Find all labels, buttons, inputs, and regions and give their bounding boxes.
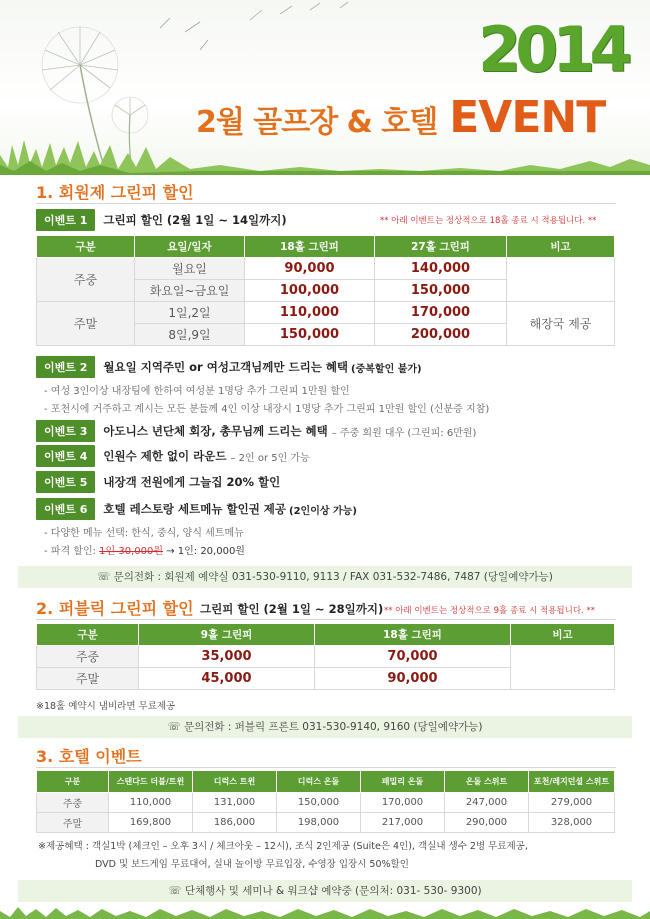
price-cell: 279,000: [529, 793, 615, 813]
fee27-cell: 150,000: [375, 280, 507, 302]
row-label: 주말: [37, 668, 139, 690]
section1-contact: ☏ 문의전화 : 회원제 예약실 031-530-9110, 9113 / FAX 031-532-7486, 7487 (당일예약가능): [18, 566, 632, 588]
table-row: [37, 258, 615, 280]
event1-row: [36, 209, 287, 231]
event2-bullet: - 여성 3인이상 내장팀에 한하여 여성분 1명당 추가 그린피 1만원 할인: [44, 386, 350, 397]
table-header-cell: 요일/일자: [135, 236, 245, 258]
section2-divider: [36, 619, 616, 620]
table-row: [37, 813, 615, 833]
new-price: → 1인: 20,000원: [163, 546, 245, 557]
page-title-event: EVENT: [449, 92, 606, 143]
table-header-cell: 구분: [37, 771, 109, 793]
event5-badge: 이벤트 5: [36, 471, 95, 493]
fee18-cell: 150,000: [245, 324, 375, 346]
table-header-cell: 비고: [507, 236, 615, 258]
price-cell: 169,800: [109, 813, 193, 833]
price-cell: 110,000: [109, 793, 193, 813]
price-cell: 198,000: [277, 813, 361, 833]
section3-contact: ☏ 단체행사 및 세미나 & 워크샵 예약중 (문의처: 031- 530- 9300): [18, 880, 632, 902]
event4-title: 인원수 제한 없이 라운드: [103, 449, 227, 463]
remark-cell: [507, 258, 615, 302]
section3-divider: [36, 767, 616, 768]
fee18-cell: 90,000: [315, 668, 511, 690]
page-title: [196, 92, 605, 142]
hotel-benefit-line1: ※제공혜택 : 객실1박 (체크인 – 오후 3시 / 체크아웃 – 12시), 조식 2인제공 (Suite은 4인), 객실내 생수 2병 무료제공,: [38, 841, 528, 852]
section2-contact: ☏ 문의전화 : 퍼블릭 프론트 031-530-9140, 9160 (당일예약가능): [18, 716, 632, 738]
section2-note: ** 아래 이벤트는 정상적으로 9홀 종료 시 적용됩니다. **: [384, 606, 595, 616]
event1-title: 그린피 할인 (2월 1일 ~ 14일까지): [103, 213, 287, 227]
event6-bullet-price: [44, 542, 245, 557]
fee18-cell: 100,000: [245, 280, 375, 302]
event2-extra: (중복할인 불가): [351, 363, 422, 375]
table-header-cell: 9홀 그린피: [139, 624, 315, 646]
day-cell: 1일,2일: [135, 302, 245, 324]
table-header-cell: 18홀 그린피: [245, 236, 375, 258]
section1-divider: [36, 203, 616, 204]
weekday-label: 주중: [37, 258, 135, 302]
table-header-cell: 스탠다드 더블/트윈: [109, 771, 193, 793]
event6-title: 호텔 레스토랑 세트메뉴 할인권 제공: [103, 502, 287, 516]
fee9-cell: 35,000: [139, 646, 315, 668]
fee27-cell: 200,000: [375, 324, 507, 346]
row-label: 주말: [37, 813, 109, 833]
section2-heading: 2. 퍼블릭 그린피 할인: [36, 599, 194, 618]
event4-extra: – 2인 or 5인 가능: [230, 452, 310, 464]
day-cell: 월요일: [135, 258, 245, 280]
fee27-cell: 140,000: [375, 258, 507, 280]
table-header-cell: 27홀 그린피: [375, 236, 507, 258]
event6-extra: (2인이상 가능): [289, 505, 357, 517]
event3-row: [36, 420, 476, 442]
section2-subtitle: 그린피 할인 (2월 1일 ~ 28일까지): [200, 602, 384, 616]
fee18-cell: 70,000: [315, 646, 511, 668]
fee18-cell: 90,000: [245, 258, 375, 280]
event6-row: [36, 498, 357, 520]
event4-row: [36, 445, 310, 467]
row-label: 주중: [37, 646, 139, 668]
table-row: [37, 793, 615, 813]
event2-badge: 이벤트 2: [36, 356, 95, 378]
table-header-cell: 포천/레지던셜 스위트: [529, 771, 615, 793]
price-cell: 186,000: [193, 813, 277, 833]
event1-note: ** 아래 이벤트는 정상적으로 18홀 종료 시 적용됩니다. **: [380, 216, 597, 226]
fee27-cell: 170,000: [375, 302, 507, 324]
event3-badge: 이벤트 3: [36, 420, 95, 442]
section2-fee-table: [36, 623, 615, 690]
table-row: [37, 302, 615, 324]
event6-bullet: - 다양한 메뉴 선택: 한식, 중식, 양식 세트메뉴: [44, 528, 244, 539]
event3-title: 아도니스 년단체 회장, 총무님께 드리는 혜택: [103, 424, 328, 438]
table-header-cell: 구분: [37, 236, 135, 258]
header-banner: [0, 0, 650, 175]
table-header-row: [37, 771, 615, 793]
section1-heading: 1. 회원제 그린피 할인: [36, 183, 194, 202]
event1-badge: 이벤트 1: [36, 209, 95, 231]
event5-title: 내장객 전원에게 그늘집 20% 할인: [103, 475, 281, 489]
old-price: 1인 30,000원: [99, 546, 164, 557]
hotel-benefit-line2: DVD 및 보드게임 무료대여, 실내 놀이방 무료입장, 수영장 입장시 50%할인: [95, 859, 409, 870]
price-cell: 328,000: [529, 813, 615, 833]
table-header-cell: 디럭스 온돌: [277, 771, 361, 793]
bottom-grass-illustration: [0, 905, 650, 919]
event2-bullet: - 포천시에 거주하고 계시는 모든 분들께 4인 이상 내장시 1명당 추가 그린피 1만원 할인 (신분증 지참): [44, 404, 490, 415]
table-header-cell: 비고: [511, 624, 615, 646]
page-title-korean: 2월 골프장 & 호텔: [196, 105, 438, 140]
event2-title: 월요일 지역주민 or 여성고객님께만 드리는 혜택: [103, 360, 349, 374]
price-prefix: - 파격 할인:: [44, 546, 100, 557]
price-cell: 150,000: [277, 793, 361, 813]
event3-extra: – 주중 회원 대우 (그린피: 6만원): [331, 427, 477, 439]
table-header-row: [37, 624, 615, 646]
remark-cell: 해장국 제공: [507, 302, 615, 346]
price-cell: 247,000: [445, 793, 529, 813]
table-row: [37, 646, 615, 668]
flying-seeds-illustration: [240, 0, 440, 40]
section2-footnote: ※18홀 예약시 냄비라면 무료제공: [36, 701, 176, 712]
price-cell: 170,000: [361, 793, 445, 813]
weekend-label: 주말: [37, 302, 135, 346]
section1-fee-table: [36, 235, 615, 346]
table-header-cell: 구분: [37, 624, 139, 646]
day-cell: 8일,9일: [135, 324, 245, 346]
table-header-cell: 패밀리 온돌: [361, 771, 445, 793]
table-header-row: [37, 236, 615, 258]
remark-cell: [511, 646, 615, 690]
price-cell: 290,000: [445, 813, 529, 833]
row-label: 주중: [37, 793, 109, 813]
day-cell: 화요일~금요일: [135, 280, 245, 302]
event6-badge: 이벤트 6: [36, 498, 95, 520]
table-header-cell: 온돌 스위트: [445, 771, 529, 793]
section3-hotel-table: [36, 770, 615, 833]
fee18-cell: 110,000: [245, 302, 375, 324]
table-header-cell: 디럭스 트윈: [193, 771, 277, 793]
section3-heading: 3. 호텔 이벤트: [36, 747, 142, 766]
price-cell: 217,000: [361, 813, 445, 833]
event4-badge: 이벤트 4: [36, 445, 95, 467]
table-header-cell: 18홀 그린피: [315, 624, 511, 646]
event5-row: [36, 471, 280, 493]
price-cell: 131,000: [193, 793, 277, 813]
year-logo: 2014: [478, 13, 627, 86]
event2-row: [36, 356, 422, 378]
fee9-cell: 45,000: [139, 668, 315, 690]
